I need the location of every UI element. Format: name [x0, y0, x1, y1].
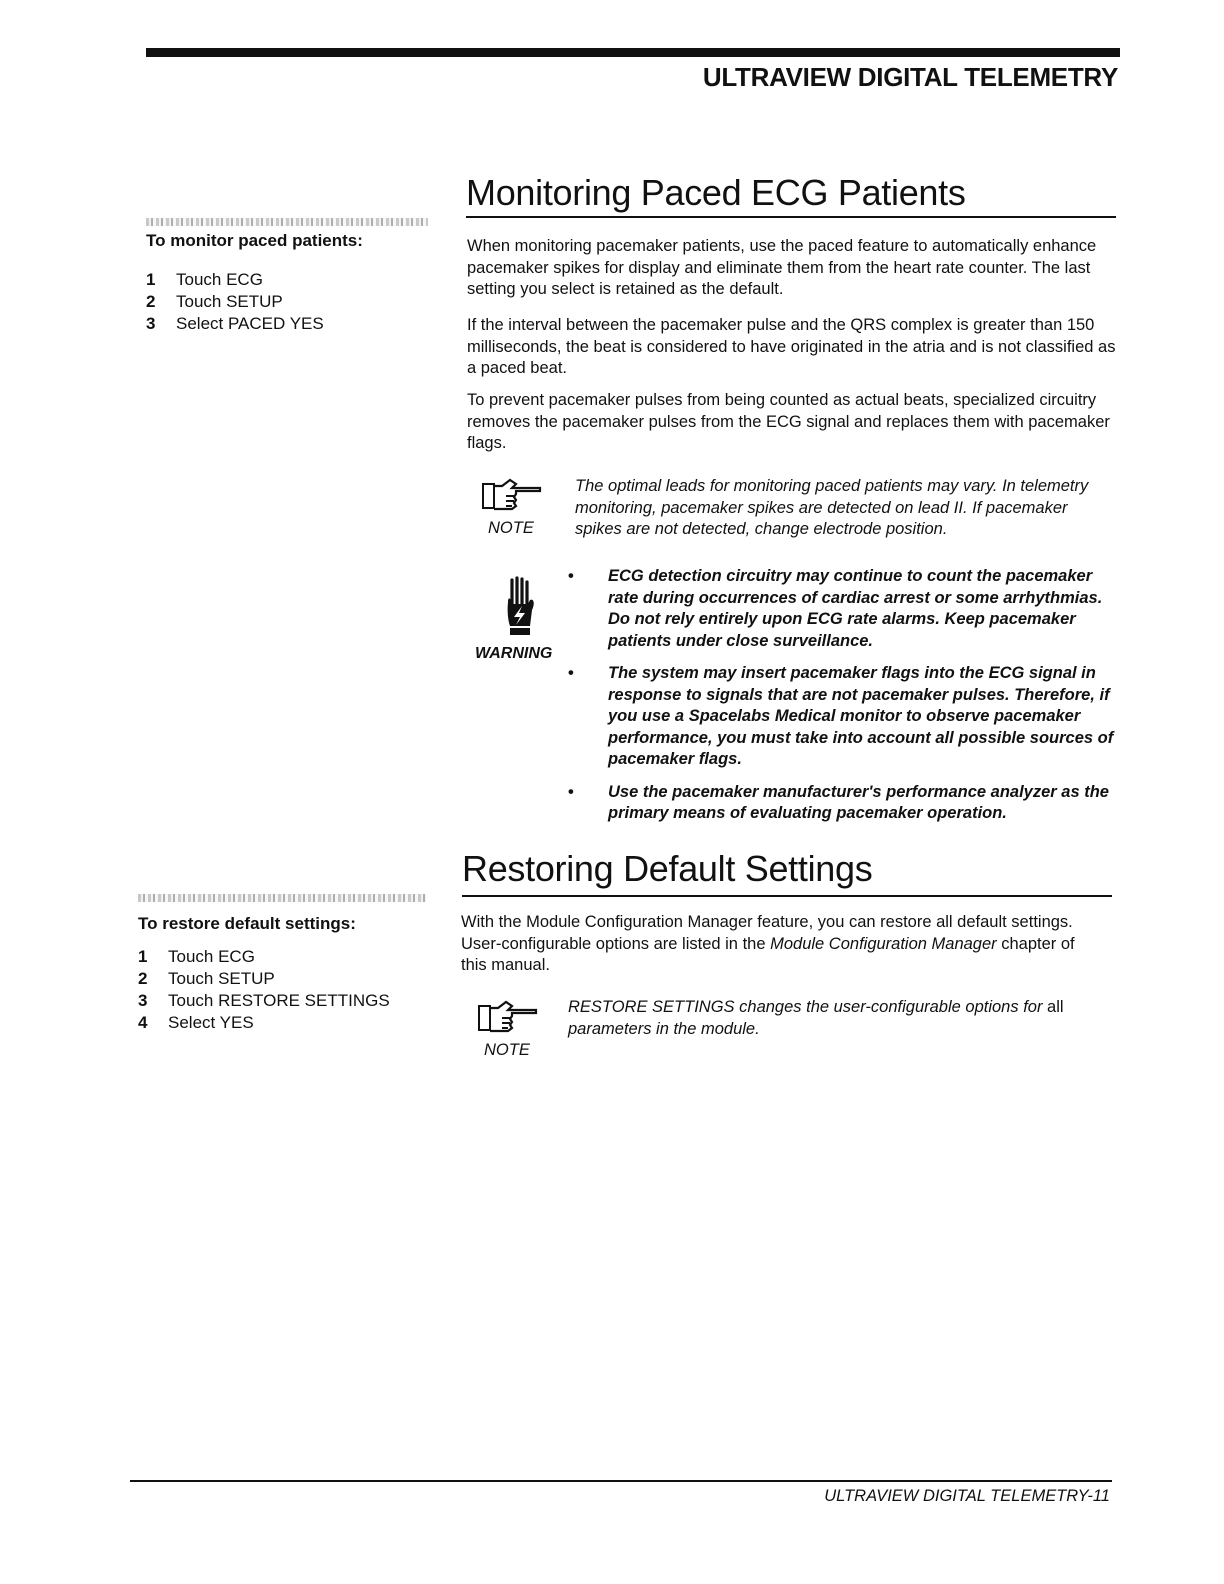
step-item [146, 313, 446, 335]
step-number: 3 [146, 314, 156, 333]
warning-list [568, 566, 1118, 836]
step-item [138, 946, 458, 968]
warning-item [568, 663, 1118, 771]
note-text: parameters in the module. [568, 1019, 760, 1038]
footer-page-label: ULTRAVIEW DIGITAL TELEMETRY-11 [824, 1487, 1110, 1505]
sidebar-shade [146, 218, 428, 226]
header-title: ULTRAVIEW DIGITAL TELEMETRY [702, 62, 1118, 92]
sidebar-shade [138, 894, 426, 902]
bullet: • [568, 782, 574, 801]
note-label: NOTE [484, 1041, 530, 1059]
warning-hand-icon [502, 576, 538, 640]
header-bar [146, 48, 1120, 57]
paragraph-text: With the Module Configuration Manager feature, you can restore all default settings. User-configurable options are listed in the [461, 913, 1073, 953]
step-text: Touch ECG [176, 270, 263, 289]
steps-paced [146, 269, 446, 335]
step-text: Touch RESTORE SETTINGS [168, 991, 390, 1010]
paragraph: To prevent pacemaker pulses from being counted as actual beats, specialized circuitry removes the pacemaker pulses from the ECG signal and replaces them with pacemaker flags. [467, 391, 1110, 452]
step-number: 2 [146, 292, 156, 311]
step-item [138, 1012, 458, 1034]
paragraph-restore [461, 912, 1101, 977]
step-text: Touch SETUP [176, 292, 283, 311]
heading-rule [462, 895, 1112, 897]
note-label: NOTE [488, 519, 534, 537]
section-heading-paced: Monitoring Paced ECG Patients [466, 172, 966, 213]
step-number: 1 [146, 270, 156, 289]
paragraph: When monitoring pacemaker patients, use the paced feature to automatically enhance pacemaker spikes for display and eliminate them from the heart rate counter. The last setting you select is retained as the default. [467, 237, 1097, 298]
paragraph-text: chapter of this manual. [461, 934, 1075, 974]
note-text: RESTORE SETTINGS changes the user-configurable options for [568, 998, 1043, 1016]
bullet: • [568, 664, 574, 682]
warning-item-text: The system may insert pacemaker flags into the ECG signal in response to signals that are not pacemaker pulses. Therefore, if you use a Spacelabs Medical monitor to observe pacemaker performance, you must take into account all possible sources of pacemaker flags. [608, 664, 1114, 768]
heading-rule [466, 216, 1116, 218]
note-text: all [1042, 998, 1064, 1016]
note-text: The optimal leads for monitoring paced patients may vary. In telemetry monitoring, pacemaker spikes are detected on lead II. If pacemaker spikes are not detected, change electrode position. [575, 477, 1089, 538]
step-item [146, 269, 446, 291]
step-text: Touch SETUP [168, 969, 275, 988]
step-number: 2 [138, 969, 148, 988]
manual-chapter-title: Module Configuration Manager [770, 934, 997, 953]
step-item [138, 968, 458, 990]
warning-item [568, 566, 1118, 652]
step-number: 3 [138, 991, 148, 1010]
pointing-hand-icon [476, 1000, 538, 1036]
note-text-restore [568, 997, 1113, 1040]
footer-rule [130, 1480, 1112, 1482]
paragraph: If the interval between the pacemaker pulse and the QRS complex is greater than 150 milliseconds, the beat is considered to have originated in the atria and is not classified as a paced beat. [467, 316, 1116, 377]
steps-restore [138, 946, 458, 1034]
section-heading-restore: Restoring Default Settings [462, 848, 873, 889]
sidebar-title-paced: To monitor paced patients: [146, 231, 363, 250]
step-item [138, 990, 458, 1012]
pointing-hand-icon [480, 478, 542, 514]
step-item [146, 291, 446, 313]
step-text: Touch ECG [168, 947, 255, 966]
warning-item-text: ECG detection circuitry may continue to count the pacemaker rate during occurrences of cardiac arrest or some arrhythmias. Do not rely entirely upon ECG rate alarms. Keep pacemaker patients under close surveillance. [608, 567, 1103, 650]
bullet: • [568, 567, 574, 585]
step-text: Select PACED YES [176, 314, 324, 333]
step-text: Select YES [168, 1013, 254, 1032]
warning-item [568, 782, 1118, 825]
sidebar-title-restore: To restore default settings: [138, 914, 356, 933]
warning-label: WARNING [475, 645, 553, 662]
warning-item-text: Use the pacemaker manufacturer's performance analyzer as the primary means of evaluating pacemaker operation. [608, 782, 1109, 822]
step-number: 4 [138, 1013, 148, 1032]
step-number: 1 [138, 947, 148, 966]
